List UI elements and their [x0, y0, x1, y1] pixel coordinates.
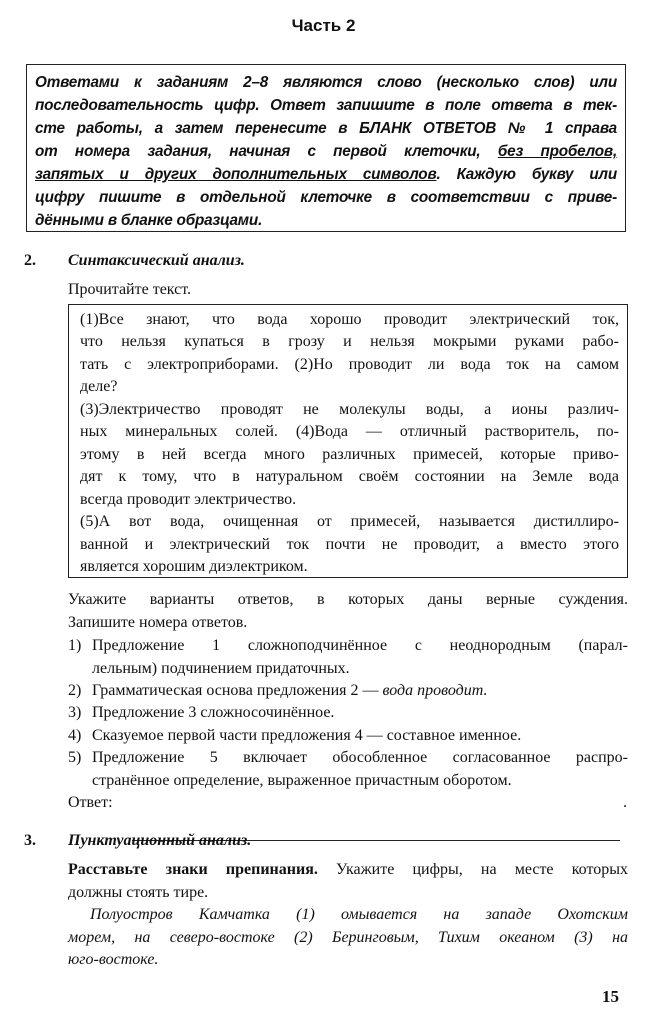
text-segment: от номера задания, начиная с первой клеточки,	[35, 143, 498, 160]
text-segment: (3)Электричество проводят не молекулы воды, а ионы различ-	[80, 400, 619, 418]
reading-text-box	[68, 304, 628, 578]
text-segment: Грамматическая основа предложения 2 —	[92, 682, 383, 699]
italic-text: морем, на северо-востоке (2) Беринговым, Тихим океаном (3) на	[68, 928, 628, 946]
text-segment: лельным) подчинением придаточных.	[92, 659, 350, 677]
text-line	[35, 209, 617, 232]
text-line	[92, 770, 628, 793]
text-segment: должны стоять тире.	[68, 883, 209, 901]
text-segment: сте работы, а затем перенесите в БЛАНК ОТВЕТОВ № 1 справа	[35, 120, 617, 137]
text-line	[80, 376, 619, 398]
option-number: 2)	[68, 682, 82, 699]
text-line	[68, 859, 628, 882]
task-3-sentence	[68, 904, 628, 972]
option-item	[68, 635, 628, 680]
text-segment: (1)Все знают, что вода хорошо проводит электрический ток,	[80, 311, 619, 328]
option-number: 5)	[68, 749, 82, 766]
text-segment: Сказуемое первой части предложения 4 — составное именное.	[92, 727, 522, 744]
text-segment: является хорошим диэлектриком.	[80, 557, 308, 575]
text-line	[80, 466, 619, 488]
task-2-number: 2.	[24, 252, 36, 269]
option-number: 4)	[68, 727, 82, 744]
text-segment: цифру пишите в отдельной клеточке в соответствии с приве-	[35, 189, 617, 206]
text-line	[68, 904, 628, 927]
option-text	[92, 635, 628, 680]
text-line	[35, 71, 617, 94]
bold-text: Расставьте знаки препинания.	[68, 861, 318, 878]
option-text	[92, 725, 628, 748]
text-segment: . Каждую букву или	[436, 166, 618, 183]
text-line	[92, 702, 628, 725]
text-segment: Предложение 1 сложноподчинённое с неоднородным (парал-	[92, 637, 628, 654]
text-line	[80, 511, 619, 533]
text-line	[80, 309, 619, 331]
option-item	[68, 747, 628, 792]
text-line	[92, 658, 628, 681]
text-line	[68, 949, 628, 972]
text-segment: Ответами к заданиям 2–8 являются слово (несколько слов) или	[35, 74, 617, 91]
option-number: 1)	[68, 637, 82, 654]
option-item	[68, 702, 628, 725]
text-line	[35, 94, 617, 117]
text-segment: (5)А вот вода, очищенная от примесей, называется дистиллиро-	[80, 513, 619, 531]
text-segment: что нельзя купаться в грозу и нельзя мокрыми руками рабо-	[80, 333, 619, 351]
text-segment: ных минеральных солей. (4)Вода — отличный растворитель, по-	[80, 423, 619, 441]
text-line	[35, 163, 617, 186]
text-line	[35, 117, 617, 140]
text-line	[68, 882, 628, 905]
text-line	[80, 444, 619, 466]
text-segment: Укажите цифры, на месте которых	[317, 861, 628, 878]
task-2-prompt: Прочитайте текст.	[68, 281, 192, 298]
option-text	[92, 680, 628, 703]
text-segment: деле?	[80, 378, 118, 396]
text-line	[80, 534, 619, 556]
text-line	[80, 556, 619, 578]
text-line	[35, 140, 617, 163]
text-segment: тать с электроприборами. (2)Но проводит ли вода ток на самом	[80, 355, 619, 373]
option-text	[92, 747, 628, 792]
text-segment: Укажите варианты ответов, в которых даны верные суждения.	[68, 591, 628, 608]
text-segment: Предложение 5 включает обособленное согласованное распро-	[92, 749, 628, 766]
option-item	[68, 680, 628, 703]
text-segment: дят к тому, что в натуральном своём состоянии на Земле вода	[80, 468, 619, 486]
task-3-heading: Пунктуационный анализ.	[68, 832, 252, 849]
italic-text: юго-востоке.	[68, 951, 159, 968]
page-number: 15	[602, 987, 619, 1006]
text-segment: Предложение 3 сложносочинённое.	[92, 704, 335, 721]
underlined-text: без пробелов,	[497, 143, 617, 160]
text-segment: дёнными в бланке образцами.	[35, 212, 263, 229]
text-segment: ванной и электрический ток почти не проводит, а вместо этого	[80, 535, 619, 553]
answer-end-dot: .	[623, 794, 627, 811]
part-title: Часть 2	[291, 16, 356, 35]
instructions-box	[26, 64, 626, 232]
italic-text: Полуостров Камчатка (1) омывается на западе Охотским	[90, 906, 628, 923]
text-line	[92, 635, 628, 658]
text-line	[92, 725, 628, 748]
italic-text: вода проводит.	[382, 682, 488, 699]
task-3-number: 3.	[24, 832, 36, 849]
task-3-instruction	[68, 859, 628, 904]
text-segment: всегда проводит электричество.	[80, 490, 297, 508]
task-2-question	[68, 589, 628, 634]
text-line	[80, 421, 619, 443]
text-line	[92, 680, 628, 703]
text-line	[68, 589, 628, 612]
text-line	[92, 747, 628, 770]
text-segment: Запишите номера ответов.	[68, 613, 248, 631]
answer-label: Ответ:	[68, 794, 113, 811]
text-line	[68, 927, 628, 950]
text-segment: странённое определение, выраженное причастным оборотом.	[92, 771, 512, 789]
underlined-text: запятых и других дополнительных символов	[35, 166, 437, 183]
text-line	[35, 186, 617, 209]
option-text	[92, 702, 628, 725]
text-line	[80, 489, 619, 511]
text-segment: последовательность цифр. Ответ запишите в поле ответа в тек-	[35, 97, 617, 114]
option-item	[68, 725, 628, 748]
text-line	[80, 331, 619, 353]
text-line	[68, 612, 628, 635]
text-line	[80, 399, 619, 421]
task-2-heading: Синтаксический анализ.	[68, 252, 245, 269]
text-segment: этому в ней всегда много различных примесей, которые приво-	[80, 445, 619, 463]
text-line	[80, 354, 619, 376]
option-number: 3)	[68, 704, 82, 721]
